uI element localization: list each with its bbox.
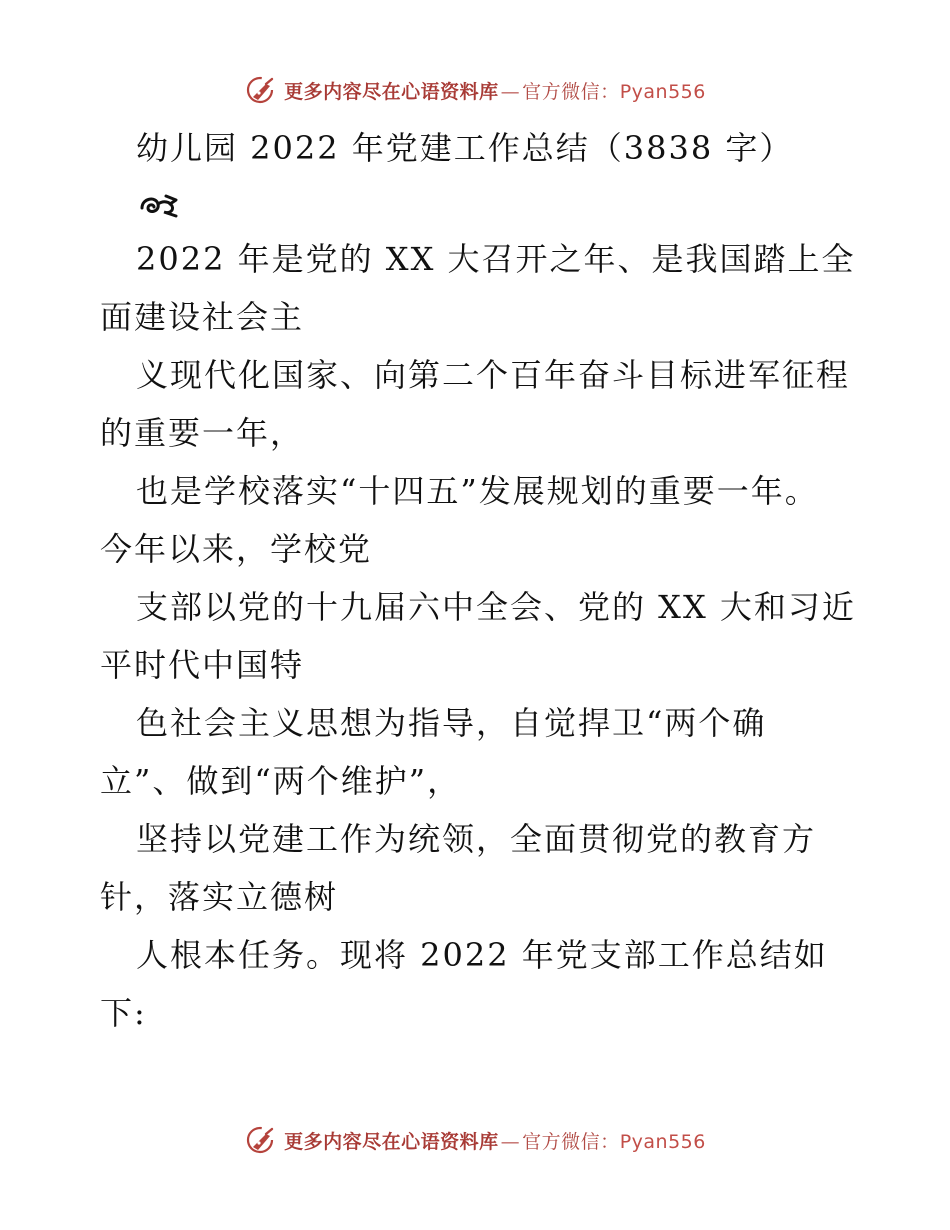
paragraph-line-4 bbox=[100, 578, 860, 694]
watermark-wechat-id: Pyan556 bbox=[619, 1130, 706, 1153]
document-title: 幼儿园 2022 年党建工作总结（3838 字） bbox=[136, 129, 794, 167]
document-body bbox=[100, 120, 860, 1042]
watermark-wechat-label: 官方微信： bbox=[522, 1130, 620, 1153]
paragraph-line-6 bbox=[100, 810, 860, 926]
watermark-dash: — bbox=[500, 80, 521, 103]
line-indented: 2022 年是党的 XX 大召开之年、是我国踏上全 bbox=[136, 240, 856, 278]
watermark-site-name: 更多内容尽在心语资料库 bbox=[284, 80, 499, 103]
watermark-wechat-id: Pyan556 bbox=[619, 80, 706, 103]
paragraph-line-7 bbox=[100, 926, 860, 1042]
line-continuation: 今年以来，学校党 bbox=[100, 530, 373, 568]
line-indented: 人根本任务。现将 2022 年党支部工作总结如 bbox=[136, 936, 828, 974]
line-indented: 义现代化国家、向第二个百年奋斗目标进军征程 bbox=[136, 356, 851, 394]
line-indented: 也是学校落实“十四五”发展规划的重要一年。 bbox=[136, 472, 819, 510]
line-continuation: 针，落实立德树 bbox=[100, 878, 339, 916]
header-watermark-banner bbox=[0, 70, 950, 110]
line-continuation: 平时代中国特 bbox=[100, 646, 305, 684]
watermark-dash: — bbox=[500, 1130, 521, 1153]
watermark-text bbox=[284, 1127, 706, 1154]
pen-nib-swirl-icon bbox=[244, 73, 278, 107]
pen-nib-swirl-icon bbox=[244, 1123, 278, 1157]
line-indented: 坚持以党建工作为统领，全面贯彻党的教育方 bbox=[136, 820, 817, 858]
swirl-ornament-icon bbox=[136, 182, 184, 230]
footer-watermark-banner bbox=[0, 1120, 950, 1160]
paragraph-line-1 bbox=[100, 230, 860, 346]
line-continuation: 下: bbox=[100, 994, 147, 1032]
line-indented: 色社会主义思想为指导，自觉捍卫“两个确 bbox=[136, 704, 767, 742]
line-continuation: 立”、做到“两个维护”， bbox=[100, 762, 462, 800]
line-continuation: 面建设社会主 bbox=[100, 298, 305, 336]
line-continuation: 的重要一年， bbox=[100, 414, 305, 452]
line-indented: 支部以党的十九届六中全会、党的 XX 大和习近 bbox=[136, 588, 856, 626]
watermark-wechat-label: 官方微信： bbox=[522, 80, 620, 103]
paragraph-line-3 bbox=[100, 462, 860, 578]
paragraph-line-2 bbox=[100, 346, 860, 462]
watermark-text bbox=[284, 77, 706, 104]
paragraph-line-5 bbox=[100, 694, 860, 810]
watermark-site-name: 更多内容尽在心语资料库 bbox=[284, 1130, 499, 1153]
